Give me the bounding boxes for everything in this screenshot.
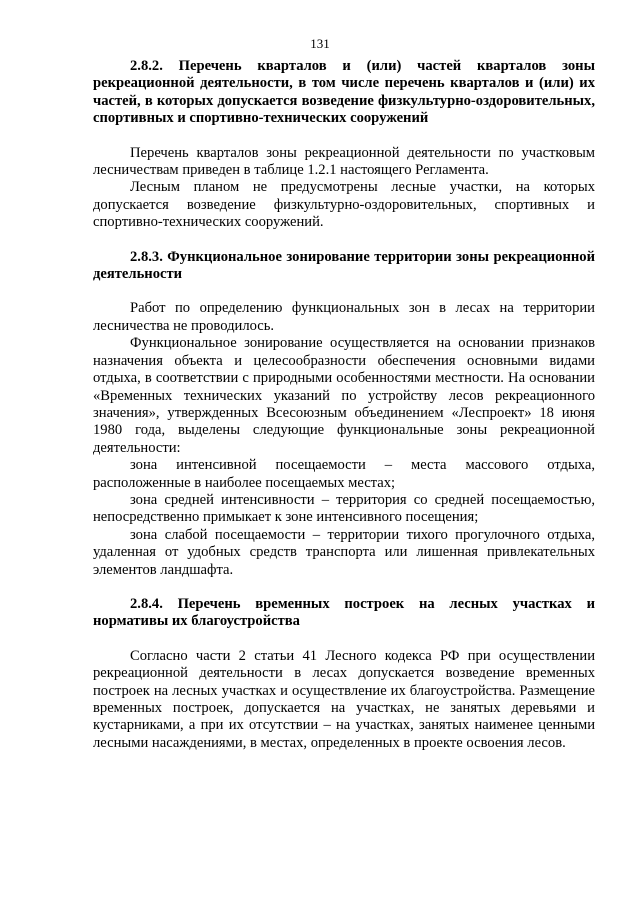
paragraph: Согласно части 2 статьи 41 Лесного кодекса РФ при осуществлении рекреационной деятельности в лесах допускается возведение временных построек на лесных участках и осуществление их благоустройства. Размещение временных построек, допускается на участках, не занятых деревьями и кустарниками, а при их отсутствии – на участках, занятых наименее ценными лесными насаждениями, в местах, определенных в проекте освоения лесов. — [93, 647, 595, 751]
section-2-8-4 — [93, 596, 595, 752]
section-2-8-3 — [93, 249, 595, 579]
section-heading: 2.8.3. Функциональное зонирование территории зоны рекреационной деятельности — [93, 248, 595, 283]
paragraph: Лесным планом не предусмотрены лесные участки, на которых допускается возведение физкультурно-оздоровительных, спортивных и спортивно-технических сооружений. — [93, 179, 595, 231]
paragraph: Функциональное зонирование осуществляется на основании признаков назначения объекта и целесообразности обеспечения основными видами отдыха, в соответствии с природными особенностями местности. На основании «Временных технических указаний по устройству лесов рекреационного значения», утвержденных Всесоюзным объединением «Леспроект» 18 июня 1980 года, выделены следующие функциональные зоны рекреационной деятельности: — [93, 335, 595, 456]
section-heading: 2.8.2. Перечень кварталов и (или) частей кварталов зоны рекреационной деятельности, в том числе перечень кварталов и (или) их частей, в которых допускается возведение физкультурно-оздоровительных, спортивных и спортивно-технических сооружений — [93, 58, 595, 127]
paragraph: зона слабой посещаемости – территории тихого прогулочного отдыха, удаленная от удобных средств транспорта или лишенная привлекательных элементов ландшафта. — [93, 526, 595, 578]
section-heading: 2.8.4. Перечень временных построек на лесных участках и нормативы их благоустройства — [93, 595, 595, 630]
page-number: 131 — [310, 36, 330, 51]
page-content — [93, 58, 595, 769]
paragraph: Перечень кварталов зоны рекреационной деятельности по участковым лесничествам приведен в таблице 1.2.1 настоящего Регламента. — [93, 144, 595, 179]
paragraph: Работ по определению функциональных зон в лесах на территории лесничества не проводилось. — [93, 300, 595, 334]
paragraph: зона интенсивной посещаемости – места массового отдыха, расположенные в наиболее посещаемых местах; — [93, 457, 595, 491]
section-2-8-2 — [93, 58, 595, 232]
paragraph: зона средней интенсивности – территория со средней посещаемостью, непосредственно примыкает к зоне интенсивного посещения; — [93, 491, 595, 526]
